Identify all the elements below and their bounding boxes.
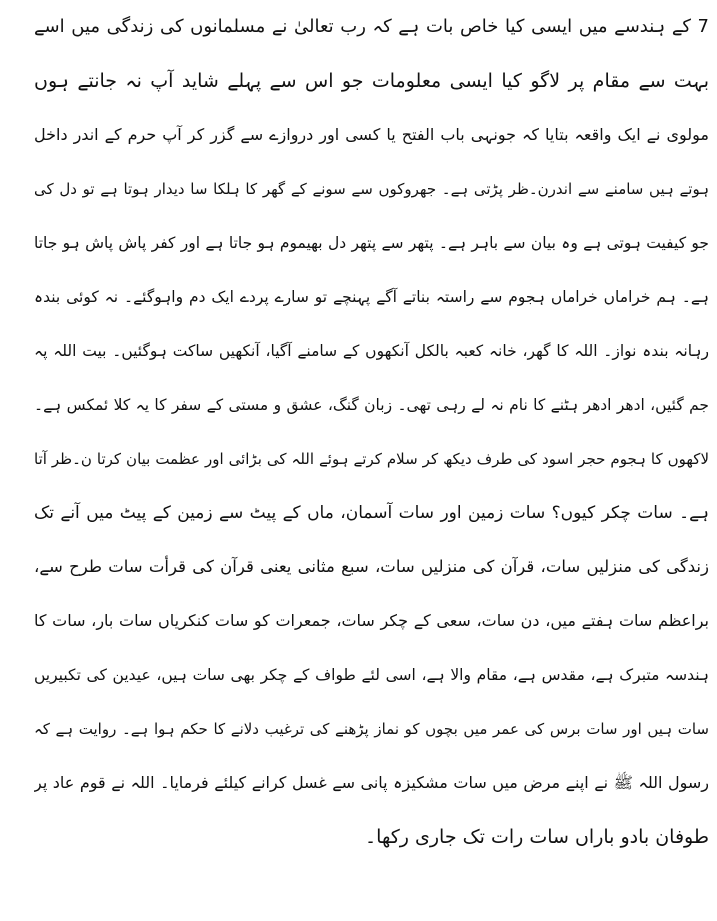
text-line: طوفان بادو باراں سات رات تک جاری رکھا۔ [365, 826, 709, 848]
text-line: مولوی نے ایک واقعہ بتایا کہ جونہی باب الفتح یا کسی اور دروازے سے گزر کر آپ حرم کے اندر داخل [34, 125, 709, 144]
text-line: ہے۔ ہم خراماں خراماں ہجوم سے راستہ بناتے آگے پہنچے تو سارے پردے ایک دم واہوگئے۔ نہ کوئی بندہ [34, 288, 709, 306]
text-line: سات ہیں اور سات برس کی عمر میں بچوں کو نماز پڑھنے کی ترغیب دلانے کا حکم ہوا ہے۔ روایت ہے کہ [34, 720, 709, 738]
text-line: 7 کے ہندسے میں ایسی کیا خاص بات ہے کہ رب تعالیٰ نے مسلمانوں کی زندگی میں اسے [34, 16, 709, 37]
text-line: جم گئیں، ادھر ادھر ہٹنے کا نام نہ لے رہی تھی۔ زبان گنگ، عشق و مستی کے سفر کا یہ کلا ئمکس ہے۔ [34, 396, 709, 414]
urdu-text-block [34, 0, 709, 864]
text-line: رہانہ بندہ نواز۔ اللہ کا گھر، خانہ کعبہ بالکل آنکھوں کے سامنے آگیا، آنکھیں ساکت ہوگئیں۔ بیت اللہ پہ [34, 342, 709, 360]
text-line: ہوتے ہیں سامنے سے اندرن۔ظر پڑتی ہے۔ جھروکوں سے سونے کے گھر کا ہلکا سا دیدار ہوتا ہے تو دل کی [34, 180, 709, 198]
text-line: بہت سے مقام پر لاگو کیا ایسی معلومات جو اس سے پہلے شاید آپ نہ جانتے ہوں [34, 70, 709, 92]
text-line: زندگی کی منزلیں سات، قرآن کی منزلیں سات، سبع مثانی یعنی قرآن کی قرأت سات طرح سے، [34, 557, 709, 576]
text-line: براعظم سات ہفتے میں، دن سات، سعی کے چکر سات، جمعرات کو سات کنکریاں سات بار، سات کا [34, 611, 709, 630]
text-line: ہے۔ سات چکر کیوں؟ سات زمین اور سات آسمان، ماں کے پیٹ سے زمین کے پیٹ میں آنے تک [34, 503, 709, 523]
text-line: ہندسہ متبرک ہے، مقدس ہے، مقام والا ہے، اسی لئے طواف کے چکر بھی سات ہیں، عیدین کی تکبیریں [34, 666, 709, 684]
text-line: رسول اللہ ﷺ نے اپنے مرض میں سات مشکیزہ پانی سے غسل کرانے کیلئے فرمایا۔ اللہ نے قوم عاد پر [34, 773, 709, 792]
text-line: لاکھوں کا ہجوم حجر اسود کی طرف دیکھ کر سلام کرتے ہوئے اللہ کی بڑائی اور عظمت بیان کرتا ن۔ظر آتا [34, 450, 709, 468]
text-line: جو کیفیت ہوتی ہے وہ بیان سے باہر ہے۔ پتھر سے پتھر دل بھیموم ہو جاتا ہے اور کفر پاش پاش ہو جاتا [34, 234, 709, 252]
